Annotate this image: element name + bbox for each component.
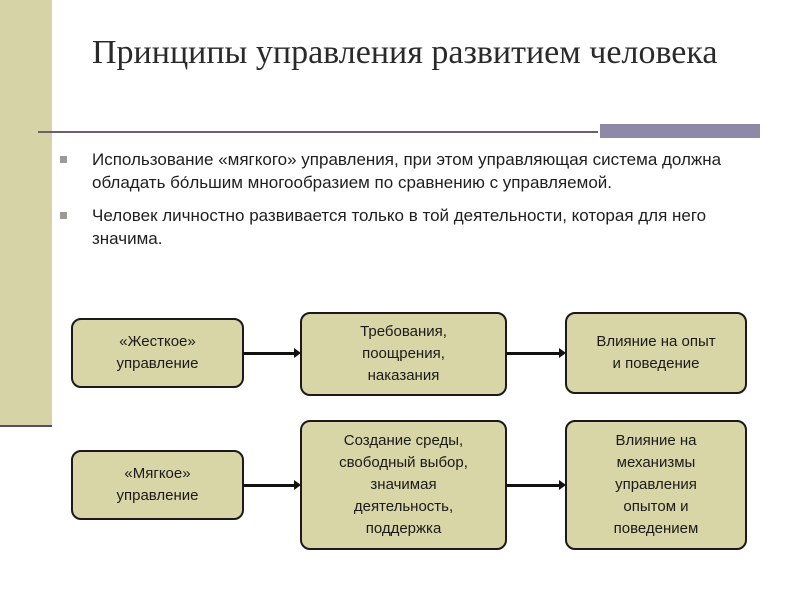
soft-effect-label: Влияние на механизмы управления опытом и поведением	[613, 432, 699, 537]
hard-effect-label: Влияние на опыт и поведение	[596, 333, 716, 372]
side-band	[0, 0, 52, 425]
bullet-list	[60, 148, 740, 260]
bullet-item	[60, 204, 740, 250]
hard-management-label: «Жесткое» управление	[116, 333, 199, 372]
connector-line	[507, 484, 561, 487]
connector-line	[507, 352, 561, 355]
hard-management-box	[71, 318, 244, 388]
slide-title: Принципы управления развитием человека	[92, 34, 718, 71]
bullet-square-icon	[60, 156, 67, 163]
soft-management-box	[71, 450, 244, 520]
title-rule-accent	[600, 124, 760, 138]
hard-effect-box	[565, 312, 747, 394]
hard-means-box	[300, 312, 507, 396]
side-band-edge	[0, 425, 52, 427]
soft-effect-box	[565, 420, 747, 550]
hard-means-label: Требования, поощрения, наказания	[360, 323, 447, 384]
bullet-square-icon	[60, 212, 67, 219]
soft-means-box	[300, 420, 507, 550]
connector-line	[244, 352, 296, 355]
soft-means-label: Создание среды, свободный выбор, значимая деятельность, поддержка	[339, 432, 468, 537]
bullet-text: Использование «мягкого» управления, при этом управляющая система должна обладать бо́льшим многообразием по сравнению с управляемой.	[92, 150, 722, 192]
title-rule	[38, 131, 598, 133]
connector-line	[244, 484, 296, 487]
bullet-text: Человек личностно развивается только в той деятельности, которая для него значима.	[92, 206, 707, 248]
soft-management-label: «Мягкое» управление	[116, 465, 199, 504]
bullet-item	[60, 148, 740, 194]
